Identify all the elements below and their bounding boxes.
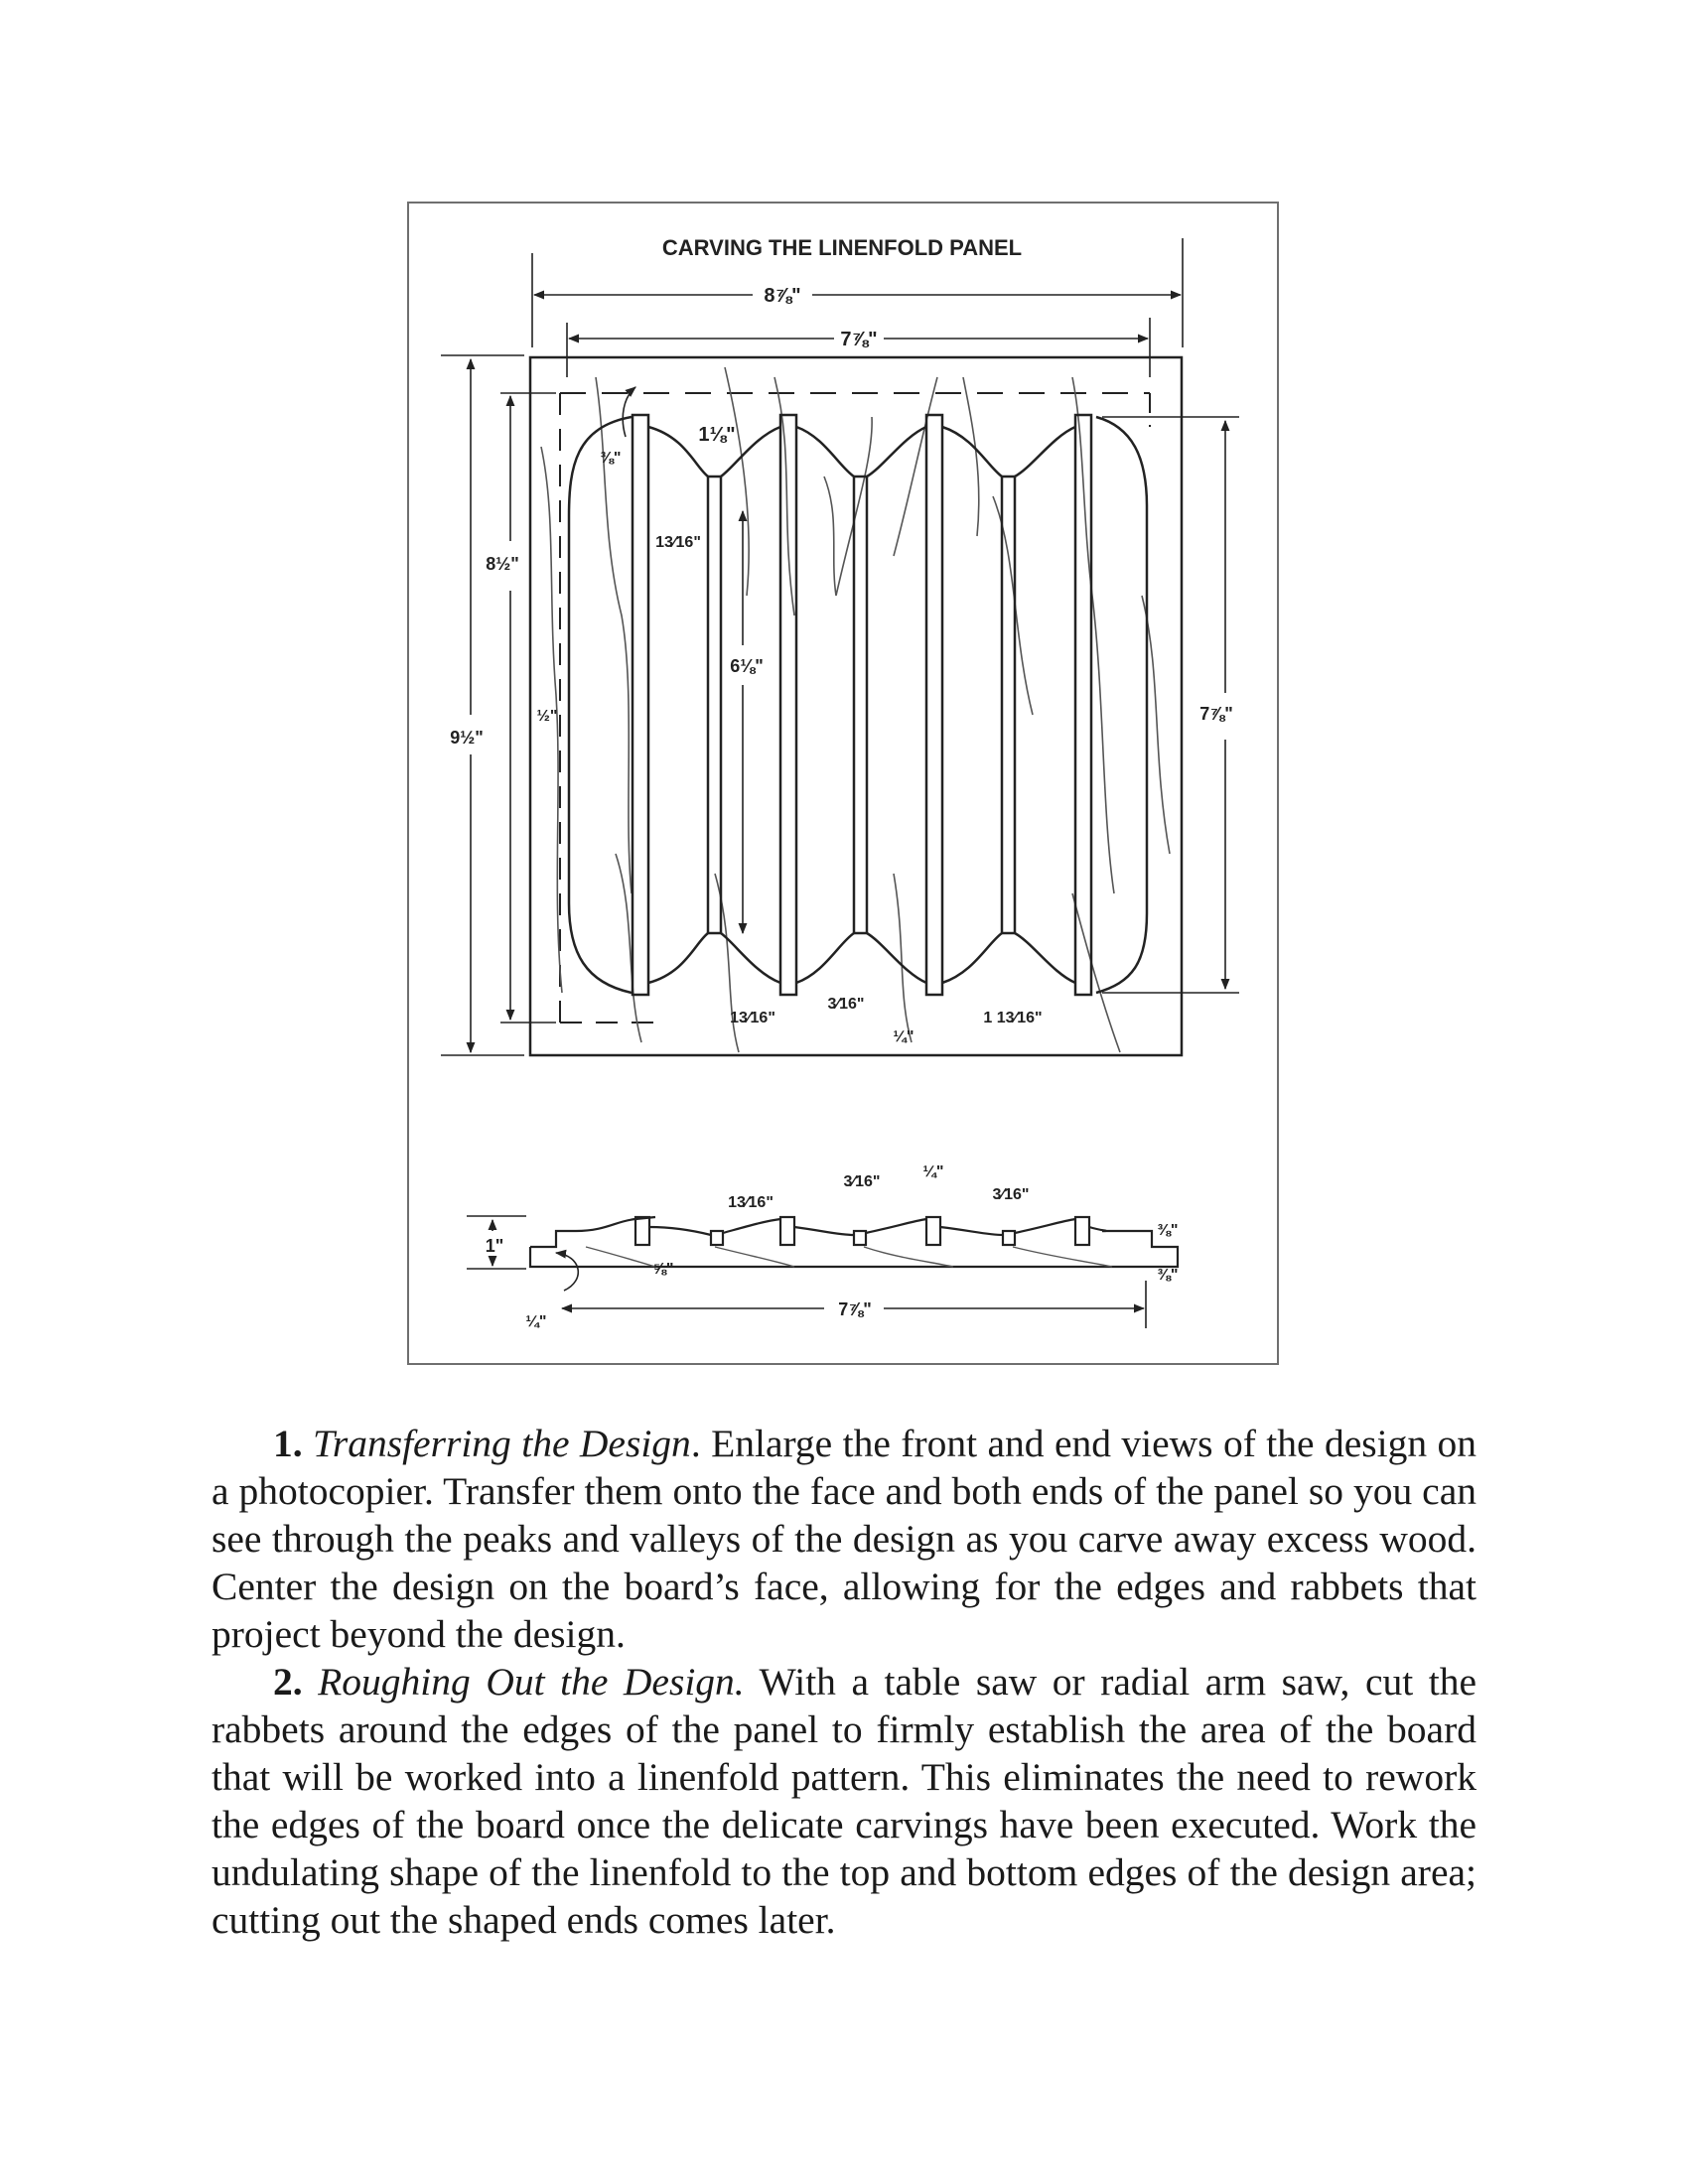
svg-text:3⁄16": 3⁄16" bbox=[827, 996, 865, 1013]
paragraph-2 bbox=[211, 1658, 1477, 1944]
front-view bbox=[441, 238, 1239, 1055]
svg-text:¼": ¼" bbox=[525, 1313, 547, 1330]
svg-text:⅜": ⅜" bbox=[1157, 1222, 1179, 1239]
svg-text:9½": 9½" bbox=[450, 728, 484, 748]
svg-text:½": ½" bbox=[536, 708, 558, 725]
figure-title: CARVING THE LINENFOLD PANEL bbox=[661, 235, 1023, 260]
svg-text:8⅞": 8⅞" bbox=[764, 285, 801, 307]
svg-text:1⅛": 1⅛" bbox=[698, 424, 736, 446]
end-view-labels bbox=[486, 1163, 1179, 1330]
svg-text:7⅞": 7⅞" bbox=[838, 1299, 872, 1319]
svg-text:3⁄16": 3⁄16" bbox=[992, 1186, 1030, 1203]
svg-text:⅜": ⅜" bbox=[1157, 1267, 1179, 1284]
svg-text:13⁄16": 13⁄16" bbox=[730, 1010, 775, 1026]
svg-text:¼": ¼" bbox=[922, 1163, 944, 1180]
svg-text:7⅞": 7⅞" bbox=[840, 329, 878, 350]
svg-text:⅜": ⅜" bbox=[600, 450, 622, 467]
end-view bbox=[467, 1216, 1178, 1328]
body-text bbox=[211, 1420, 1477, 1944]
svg-text:3⁄16": 3⁄16" bbox=[843, 1173, 881, 1190]
svg-text:1 13⁄16": 1 13⁄16" bbox=[983, 1010, 1043, 1026]
svg-text:13⁄16": 13⁄16" bbox=[728, 1194, 774, 1211]
svg-text:6⅛": 6⅛" bbox=[730, 656, 764, 676]
svg-text:¼": ¼" bbox=[893, 1028, 914, 1045]
step-number: 1. bbox=[273, 1422, 303, 1465]
step-title: Transferring the Design bbox=[313, 1422, 691, 1465]
front-view-labels bbox=[450, 285, 1233, 1045]
svg-text:13⁄16": 13⁄16" bbox=[655, 534, 701, 551]
step-body: . Enlarge the front and end views of the design on a photocopier. Transfer them onto the face and both ends of the panel so you can see through the peaks and valleys of the design as you carve away excess wood. Center the design on the board’s face, allowing for the edges and rabbets that project beyond the design. bbox=[211, 1422, 1477, 1656]
svg-text:7⅞": 7⅞" bbox=[1199, 704, 1233, 724]
step-number: 2. bbox=[273, 1660, 303, 1704]
step-title: Roughing Out the Design. bbox=[318, 1660, 745, 1704]
step-body: With a table saw or radial arm saw, cut the rabbets around the edges of the panel to firmly establish the area of the board that will be worked into a linenfold pattern. This eliminates the need to rework the edges of the board once the delicate carvings have been executed. Work the undulating shape of the linenfold to the top and bottom edges of the design area; cutting out the shaped ends comes later. bbox=[211, 1660, 1477, 1942]
svg-text:⅝": ⅝" bbox=[652, 1261, 674, 1278]
paragraph-1 bbox=[211, 1420, 1477, 1658]
svg-text:1": 1" bbox=[485, 1236, 504, 1256]
svg-text:8½": 8½" bbox=[486, 554, 519, 574]
